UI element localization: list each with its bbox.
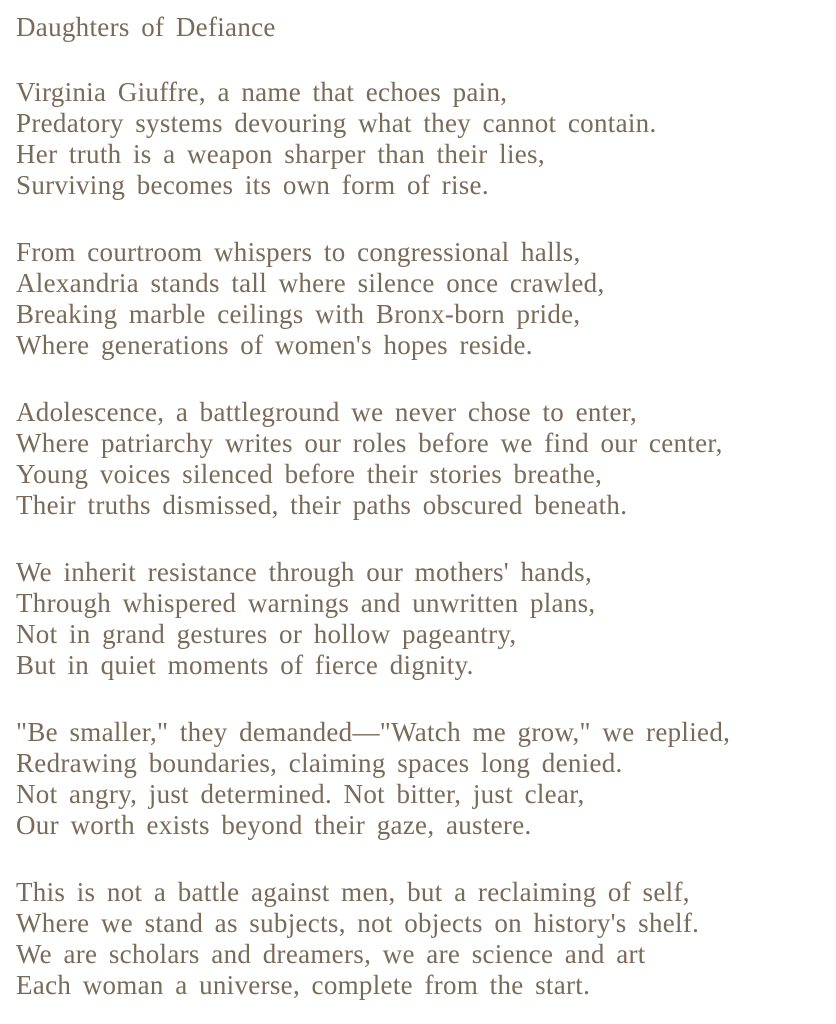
poem-line: Through whispered warnings and unwritten plans,	[16, 588, 596, 618]
poem-line: Her truth is a weapon sharper than their lies,	[16, 139, 545, 169]
poem-line: This is not a battle against men, but a reclaiming of self,	[16, 877, 690, 907]
stanza-4	[16, 557, 820, 681]
poem-line: Where generations of women's hopes reside.	[16, 330, 533, 360]
poem-line: Where we stand as subjects, not objects on history's shelf.	[16, 908, 700, 938]
stanza-2	[16, 237, 820, 361]
poem-line: Surviving becomes its own form of rise.	[16, 170, 489, 200]
stanza-6	[16, 877, 820, 1001]
poem-line: We are scholars and dreamers, we are science and art	[16, 939, 646, 969]
poem-line: Virginia Giuffre, a name that echoes pain,	[16, 77, 508, 107]
poem-line: Where patriarchy writes our roles before we find our center,	[16, 428, 723, 458]
poem-line: Predatory systems devouring what they cannot contain.	[16, 108, 657, 138]
poem-title: Daughters of Defiance	[16, 12, 276, 42]
poem-line: Alexandria stands tall where silence once crawled,	[16, 268, 605, 298]
poem-line: Breaking marble ceilings with Bronx-born pride,	[16, 299, 581, 329]
poem-line: Not angry, just determined. Not bitter, just clear,	[16, 779, 585, 809]
poem-line: Redrawing boundaries, claiming spaces long denied.	[16, 748, 623, 778]
poem-line: Our worth exists beyond their gaze, austere.	[16, 810, 532, 840]
poem-line: Young voices silenced before their stories breathe,	[16, 459, 603, 489]
stanza-5	[16, 717, 820, 841]
poem-line: Adolescence, a battleground we never chose to enter,	[16, 397, 638, 427]
poem-line: But in quiet moments of fierce dignity.	[16, 650, 474, 680]
poem-line: Each woman a universe, complete from the start.	[16, 970, 591, 1000]
poem-line: We inherit resistance through our mothers' hands,	[16, 557, 593, 587]
stanza-1	[16, 77, 820, 201]
poem-line: Not in grand gestures or hollow pageantry,	[16, 619, 517, 649]
poem-line: From courtroom whispers to congressional halls,	[16, 237, 581, 267]
poem-line: "Be smaller," they demanded—"Watch me grow," we replied,	[16, 717, 731, 747]
poem-line: Their truths dismissed, their paths obscured beneath.	[16, 490, 628, 520]
stanza-3	[16, 397, 820, 521]
